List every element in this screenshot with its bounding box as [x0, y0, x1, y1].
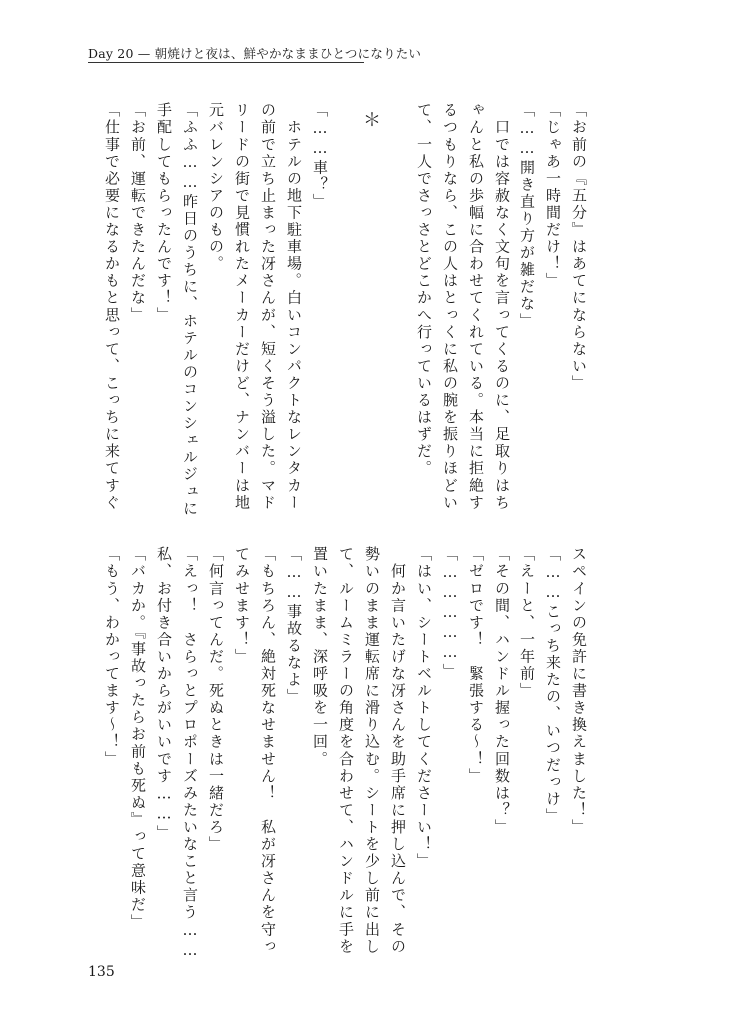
text-line: 私、お付き合いからがいいです……」 [155, 546, 173, 842]
text-line: 「お前の『五分』はあてにならない」 [570, 102, 588, 392]
running-header: Day 20 — 朝焼けと夜は、鮮やかなままひとつになりたい [88, 46, 422, 61]
text-line: 「……事故るなよ」 [285, 546, 303, 706]
text-line: て、一人でさっさとどこかへ行っているはずだ。 [415, 102, 433, 478]
text-line: るつもりなら、この人はとっくに私の腕を振りほどい [441, 102, 459, 512]
page-number: 135 [88, 964, 115, 980]
text-line: て、ルームミラーの角度を合わせて、ハンドルに手を [337, 546, 355, 956]
text-line: 「はい、シートベルトしてくださーい！」 [415, 546, 433, 870]
text-line: リードの街で見慣れたメーカーだけど、ナンバーは地 [233, 102, 251, 512]
text-line: 「えーと、一年前」 [518, 546, 536, 700]
text-line: の前で立ち止まった冴さんが、短くそう溢した。マド [259, 102, 277, 512]
text-line: 「……こっち来たの、いつだっけ」 [544, 546, 562, 825]
text-line: 「……車？」 [311, 102, 329, 211]
text-line: てみせます！」 [233, 546, 251, 666]
text-line: 「ゼロです！ 緊張する〜！」 [467, 546, 485, 785]
text-line: 「何言ってんだ。死ぬときは一緒だろ」 [207, 546, 225, 853]
text-line: ホテルの地下駐車場。白いコンパクトなレンタカー [285, 102, 303, 512]
scene-break-asterisk: ＊ [363, 110, 381, 131]
text-line: 「……………」 [441, 546, 459, 681]
text-line: 「じゃあ一時間だけ！」 [544, 102, 562, 290]
text-line: ゃんと私の歩幅に合わせてくれている。本当に拒絶す [467, 102, 485, 512]
text-line: 「ふふ……昨日のうちに、ホテルのコンシェルジュに [181, 102, 199, 518]
text-line: 「お前、運転できたんだな」 [129, 102, 147, 324]
text-line: 「もちろん、絶対死なせません！ 私が冴さんを守っ [259, 546, 277, 956]
text-line: 口では容赦なく文句を言ってくるのに、足取りはち [493, 102, 511, 512]
text-line: 「仕事で必要になるかもと思って、こっちに来てすぐ [103, 102, 121, 512]
text-line: 勢いのまま運転席に滑り込む。シートを少し前に出し [363, 546, 381, 956]
text-line: 「えっ！ さらっとプロポーズみたいなこと言う…… [181, 546, 199, 962]
text-line: 「その間、ハンドル握った回数は？」 [493, 546, 511, 836]
text-line: 何か言いたげな冴さんを助手席に押し込んで、その [389, 546, 407, 956]
text-line: スペインの免許に書き換えました！」 [570, 546, 588, 836]
text-line: 「もう、わかってます〜！」 [103, 546, 121, 768]
text-line: 置いたまま、深呼吸を一回。 [311, 546, 329, 768]
header-rule [88, 62, 364, 63]
text-line: 元バレンシアのもの。 [207, 102, 225, 273]
text-line: 「バカか。『事故ったらお前も死ぬ』って意味だ」 [129, 546, 147, 931]
text-line: 手配してもらったんです！」 [155, 102, 173, 324]
text-line: 「……開き直り方が雑だな」 [518, 102, 536, 330]
